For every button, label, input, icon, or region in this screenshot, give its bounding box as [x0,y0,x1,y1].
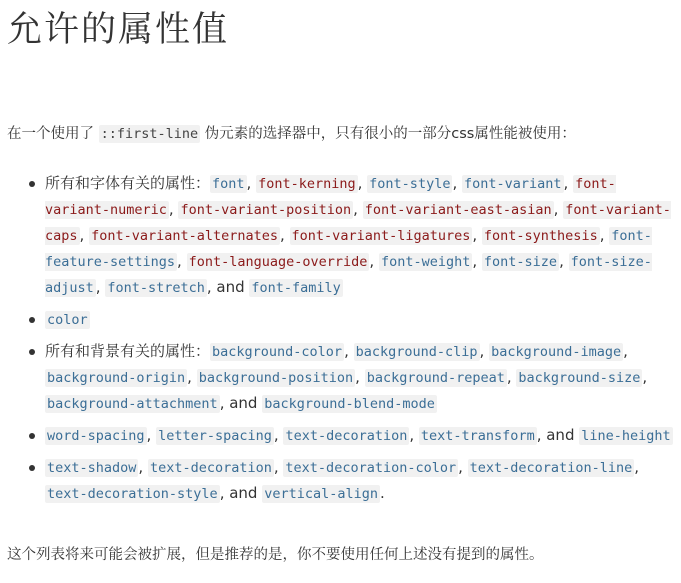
property-link[interactable]: text-decoration-style [47,486,218,502]
property-link[interactable]: word-spacing [47,428,145,444]
property-link[interactable]: font-language-override [188,254,368,270]
property-link[interactable]: text-shadow [47,460,137,476]
list-item [45,455,675,507]
separator: , [344,342,354,360]
separator: , and [219,484,263,502]
separator: , [187,368,197,386]
page-title: 允许的属性值 [7,10,230,50]
property-link[interactable]: font [212,176,245,192]
intro-text-before: 在一个使用了 [7,126,99,142]
separator: , [409,426,419,444]
separator: , [563,174,574,192]
property-link[interactable]: background-clip [355,344,478,360]
intro-paragraph [7,123,675,145]
property-link[interactable]: background-size [518,370,641,386]
separator: , [479,342,490,360]
separator: , and [219,394,263,412]
separator: , [506,368,517,386]
separator: , and [536,426,580,444]
property-link[interactable]: text-decoration [285,428,408,444]
separator: , [177,252,187,270]
property-link[interactable]: background-attachment [47,396,218,412]
separator: . [380,484,385,502]
separator: , [273,458,284,476]
property-link[interactable]: font-kerning [258,176,356,192]
property-link[interactable]: font-weight [380,254,471,270]
property-link[interactable]: background-image [491,344,622,360]
property-link[interactable]: font-style [369,176,451,192]
closing-paragraph: 这个列表将来可能会被扩展，但是推荐的是，你不要使用任何上述没有提到的属性。 [7,547,544,563]
property-link[interactable]: background-blend-mode [264,396,435,412]
separator: , [168,200,179,218]
separator: , [138,458,148,476]
separator: , [79,226,90,244]
property-link[interactable]: background-repeat [366,370,505,386]
separator: , [472,226,482,244]
property-link[interactable]: vertical-align [264,486,379,502]
property-link[interactable]: font-variant-ligatures [291,228,471,244]
separator: , [553,200,564,218]
separator: , and [206,278,250,296]
property-link[interactable]: font-stretch [107,280,205,296]
separator: , [273,426,284,444]
separator: , [452,174,462,192]
property-link[interactable]: background-color [212,344,343,360]
list-item [45,307,675,333]
separator: , [599,226,610,244]
property-link[interactable]: text-transform [420,428,535,444]
property-link[interactable]: font-variant-caps [45,202,671,244]
property-link[interactable]: font-synthesis [483,228,598,244]
list-item-prefix: 所有和字体有关的属性： [45,174,211,192]
property-link[interactable]: text-decoration [149,460,272,476]
separator: , [458,458,468,476]
property-link[interactable]: font-size [483,254,558,270]
list-item [45,171,675,301]
separator: , [357,174,368,192]
separator: , [623,342,628,360]
property-link[interactable]: font-variant-alternates [91,228,278,244]
separator: , [146,426,157,444]
separator: , [246,174,257,192]
property-link[interactable]: color [47,312,88,328]
list-item-prefix: 所有和背景有关的属性： [45,342,211,360]
allowed-properties-list [7,171,675,513]
property-link[interactable]: font-family [251,280,341,296]
separator: , [369,252,379,270]
property-link[interactable]: letter-spacing [158,428,272,444]
property-link[interactable]: font-variant-numeric [45,176,616,218]
property-link[interactable]: font-variant-east-asian [364,202,552,218]
separator: , [355,368,365,386]
separator: , [353,200,363,218]
separator: , [95,278,106,296]
separator: , [472,252,482,270]
property-link[interactable]: font-size-adjust [45,254,652,296]
property-link[interactable]: text-decoration-line [469,460,633,476]
list-item [45,423,675,449]
separator: , [642,368,648,386]
property-link[interactable]: font-variant-position [180,202,352,218]
separator: , [634,458,639,476]
separator: , [280,226,290,244]
property-link[interactable]: background-position [198,370,354,386]
separator: , [559,252,569,270]
property-link[interactable]: line-height [581,428,671,444]
list-item [45,339,675,417]
property-link[interactable]: font-feature-settings [45,228,652,270]
property-link[interactable]: font-variant [464,176,562,192]
property-link[interactable]: background-origin [47,370,186,386]
first-line-code: ::first-line [100,126,199,142]
intro-text-after: 伪元素的选择器中，只有很小的一部分css属性能被使用： [200,126,576,142]
property-link[interactable]: text-decoration-color [285,460,457,476]
